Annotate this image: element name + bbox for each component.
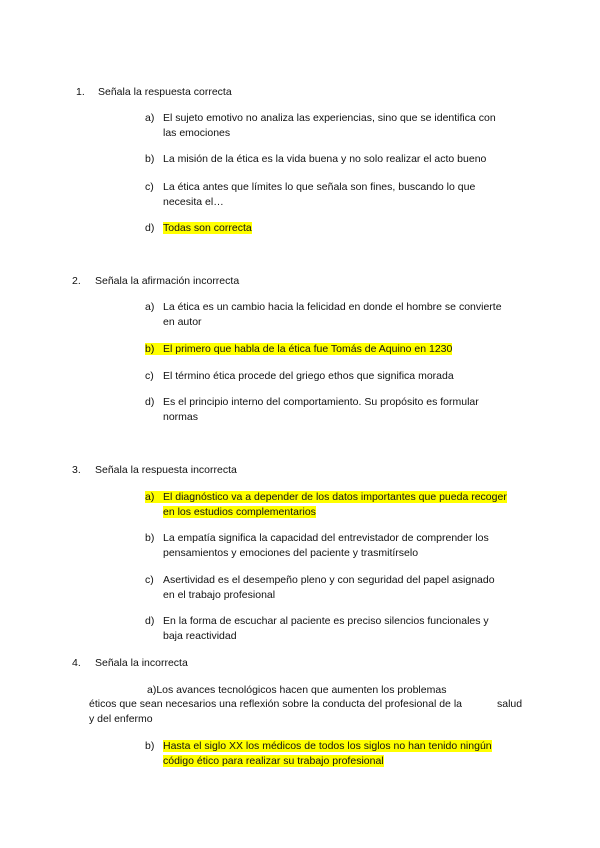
q3-option-b-letter: b): [145, 532, 155, 544]
question-3-prompt: Señala la respuesta incorrecta: [95, 464, 237, 476]
q1-option-b: [145, 152, 486, 167]
q4-option-b-line1: Hasta el siglo XX los médicos de todos los siglos no han tenido ningún: [163, 740, 492, 752]
q3-option-c: [145, 573, 495, 603]
q3-option-a-letter: a): [145, 491, 155, 503]
q1-option-a: [145, 111, 496, 141]
q2-option-a-letter: a): [145, 301, 155, 313]
question-1-prompt: Señala la respuesta correcta: [98, 86, 232, 98]
q4-option-a-line3: y del enfermo: [89, 713, 153, 725]
q4-option-a-line1: a)Los avances tecnológicos hacen que aumenten los problemas: [147, 684, 447, 696]
q2-option-b-line1: El primero que habla de la ética fue Tomás de Aquino en 1230: [163, 343, 453, 355]
q3-option-a-line2: en los estudios complementarios: [163, 506, 316, 518]
q3-option-b-line1: La empatía significa la capacidad del entrevistador de comprender los: [163, 532, 489, 544]
q1-option-c-line2: necesita el…: [163, 196, 224, 208]
q2-option-a-line1: La ética es un cambio hacia la felicidad en donde el hombre se convierte: [163, 301, 502, 313]
q3-option-d-line2: baja reactividad: [163, 630, 237, 642]
q3-option-b: [145, 531, 489, 561]
q3-option-a: [145, 490, 507, 520]
question-1-number: 1.: [76, 86, 85, 98]
q1-option-b-letter: b): [145, 153, 155, 165]
q2-option-d-line2: normas: [163, 411, 199, 423]
q3-option-b-line2: pensamientos y emociones del paciente y trasmitírselo: [163, 547, 419, 559]
q2-option-c-letter: c): [145, 370, 154, 382]
q2-option-d-line1: Es el principio interno del comportamiento. Su propósito es formular: [163, 396, 479, 408]
q2-option-a: [145, 300, 502, 330]
q2-option-a-line2: en autor: [163, 316, 202, 328]
q1-option-c-line1: La ética antes que límites lo que señala son fines, buscando lo que: [163, 181, 476, 193]
q1-option-d-line1: Todas son correcta: [163, 222, 252, 234]
q3-option-c-letter: c): [145, 574, 154, 586]
q1-option-b-line1: La misión de la ética es la vida buena y no solo realizar el acto bueno: [163, 153, 487, 165]
q3-option-c-line1: Asertividad es el desempeño pleno y con seguridad del papel asignado: [163, 574, 495, 586]
q1-option-a-letter: a): [145, 112, 155, 124]
q3-option-d: [145, 614, 489, 644]
q1-option-d-letter: d): [145, 222, 155, 234]
q4-option-b-letter: b): [145, 740, 155, 752]
q4-option-a-line2: éticos que sean necesarios una reflexión sobre la conducta del profesional de la: [89, 698, 462, 710]
q2-option-d: [145, 395, 479, 425]
question-4-number: 4.: [72, 657, 81, 669]
q2-option-d-letter: d): [145, 396, 155, 408]
q1-option-c: [145, 180, 475, 210]
q2-option-b: [145, 342, 452, 357]
q2-option-c: [145, 369, 454, 384]
q1-option-a-line2: las emociones: [163, 127, 231, 139]
q4-option-a-line2-end: salud: [497, 698, 523, 710]
q3-option-c-line2: en el trabajo profesional: [163, 589, 276, 601]
q1-option-a-line1: El sujeto emotivo no analiza las experiencias, sino que se identifica con: [163, 112, 496, 124]
q4-option-b-line2: código ético para realizar su trabajo profesional: [163, 755, 384, 767]
q2-option-b-letter: b): [145, 343, 155, 355]
q3-option-d-letter: d): [145, 615, 155, 627]
question-4-prompt: Señala la incorrecta: [95, 657, 188, 669]
question-3-number: 3.: [72, 464, 81, 476]
q1-option-d: [145, 221, 252, 236]
question-2-number: 2.: [72, 275, 81, 287]
q1-option-c-letter: c): [145, 181, 154, 193]
q4-option-b: [145, 739, 492, 769]
q3-option-d-line1: En la forma de escuchar al paciente es preciso silencios funcionales y: [163, 615, 489, 627]
q3-option-a-line1: El diagnóstico va a depender de los datos importantes que pueda recoger: [163, 491, 507, 503]
question-2-prompt: Señala la afirmación incorrecta: [95, 275, 240, 287]
q2-option-c-line1: El término ética procede del griego ethos que significa morada: [163, 370, 454, 382]
